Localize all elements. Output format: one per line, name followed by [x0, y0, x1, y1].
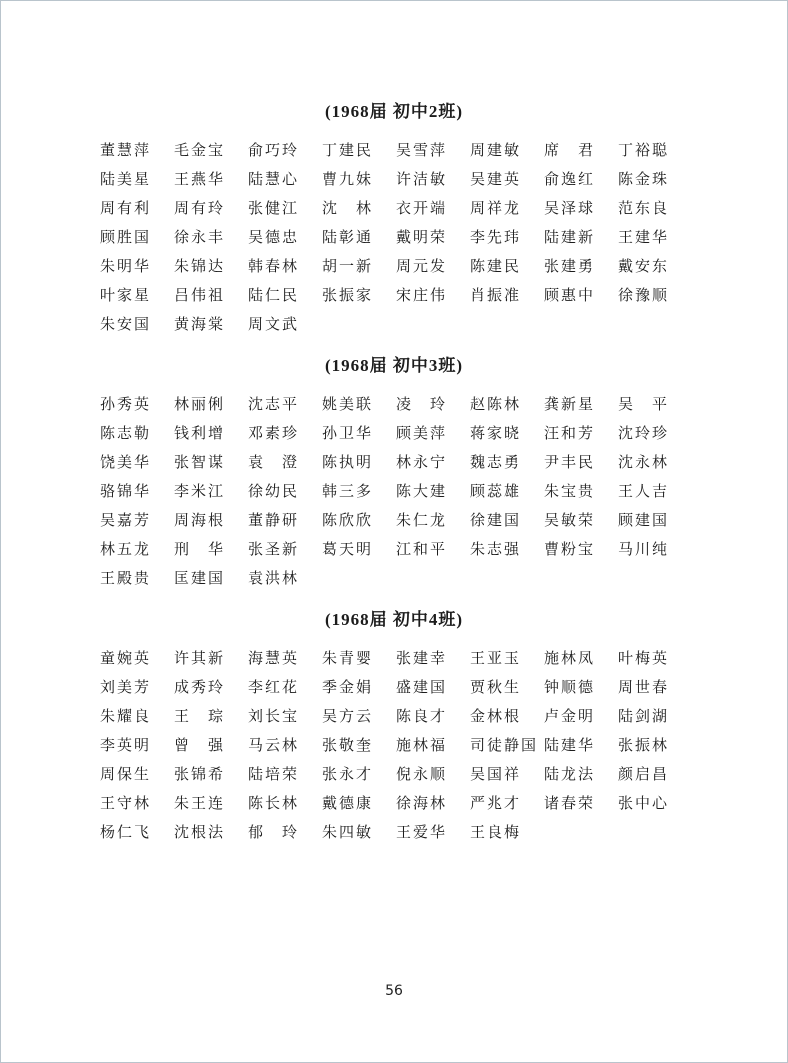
- roster-row: [100, 761, 692, 790]
- student-name: 林五龙: [100, 542, 152, 558]
- student-name: 陈建民: [470, 259, 522, 275]
- student-name: 戴明荣: [396, 230, 448, 246]
- student-name: 陈金珠: [618, 172, 670, 188]
- student-name: 徐幼民: [248, 484, 300, 500]
- student-name: 贾秋生: [470, 680, 522, 696]
- student-name: 陈执明: [322, 455, 374, 471]
- student-name: 董慧萍: [100, 143, 152, 159]
- student-name: 汪和芳: [544, 426, 596, 442]
- student-name: 施林福: [396, 738, 448, 754]
- student-name: 陈大建: [396, 484, 448, 500]
- student-name: 周文武: [248, 317, 300, 333]
- roster-rows: [100, 645, 692, 848]
- student-name: 周有利: [100, 201, 152, 217]
- student-name: 周海根: [174, 513, 226, 529]
- student-name: 张永才: [322, 767, 374, 783]
- student-name: 盛建国: [396, 680, 448, 696]
- student-name: 朱宝贵: [544, 484, 596, 500]
- student-name: 叶家星: [100, 288, 152, 304]
- student-name: 赵陈林: [470, 397, 522, 413]
- student-name: 金林根: [470, 709, 522, 725]
- student-name: 毛金宝: [174, 143, 226, 159]
- student-name: 张中心: [618, 796, 670, 812]
- student-name: 丁裕聪: [618, 143, 670, 159]
- roster-row: [100, 282, 692, 311]
- student-name: 吴雪萍: [396, 143, 448, 159]
- student-name: 朱仁龙: [396, 513, 448, 529]
- student-name: 陆建华: [544, 738, 596, 754]
- class-section: [1, 101, 787, 340]
- student-name: 叶梅英: [618, 651, 670, 667]
- student-name: 胡一新: [322, 259, 374, 275]
- roster-row: [100, 565, 692, 594]
- student-name: 李英明: [100, 738, 152, 754]
- student-name: 许洁敏: [396, 172, 448, 188]
- student-name: 林丽俐: [174, 397, 226, 413]
- student-name: 刑 华: [174, 542, 226, 558]
- student-name: 葛天明: [322, 542, 374, 558]
- student-name: 朱四敏: [322, 825, 374, 841]
- student-name: 朱安国: [100, 317, 152, 333]
- student-name: 徐海林: [396, 796, 448, 812]
- student-name: 周元发: [396, 259, 448, 275]
- student-name: 陆龙法: [544, 767, 596, 783]
- section-title: (1968届 初中3班): [324, 356, 464, 375]
- student-name: 颜启昌: [618, 767, 670, 783]
- student-name: 孙卫华: [322, 426, 374, 442]
- student-name: 周世春: [618, 680, 670, 696]
- student-name: 朱锦达: [174, 259, 226, 275]
- student-name: 董静研: [248, 513, 300, 529]
- roster-row: [100, 166, 692, 195]
- student-name: 龚新星: [544, 397, 596, 413]
- student-name: 吕伟祖: [174, 288, 226, 304]
- student-name: 朱明华: [100, 259, 152, 275]
- roster-content: [1, 1, 787, 848]
- student-name: 魏志勇: [470, 455, 522, 471]
- student-name: 张建勇: [544, 259, 596, 275]
- student-name: 吴国祥: [470, 767, 522, 783]
- section-title: (1968届 初中2班): [324, 102, 464, 121]
- student-name: 王人吉: [618, 484, 670, 500]
- student-name: 周建敏: [470, 143, 522, 159]
- student-name: 陈良才: [396, 709, 448, 725]
- roster-row: [100, 311, 692, 340]
- student-name: 徐豫顺: [618, 288, 670, 304]
- student-name: 张敬奎: [322, 738, 374, 754]
- student-name: 姚美联: [322, 397, 374, 413]
- roster-row: [100, 645, 692, 674]
- student-name: 张健江: [248, 201, 300, 217]
- student-name: 徐永丰: [174, 230, 226, 246]
- student-name: 李红花: [248, 680, 300, 696]
- student-name: 王良梅: [470, 825, 522, 841]
- student-name: 吴嘉芳: [100, 513, 152, 529]
- student-name: 袁洪林: [248, 571, 300, 587]
- student-name: 钱利增: [174, 426, 226, 442]
- student-name: 陆仁民: [248, 288, 300, 304]
- student-name: 张智谋: [174, 455, 226, 471]
- student-name: 顾美萍: [396, 426, 448, 442]
- student-name: 邓素珍: [248, 426, 300, 442]
- roster-row: [100, 819, 692, 848]
- student-name: 凌 玲: [396, 397, 448, 413]
- roster-row: [100, 790, 692, 819]
- student-name: 陈志勒: [100, 426, 152, 442]
- student-name: 王爱华: [396, 825, 448, 841]
- student-name: 朱志强: [470, 542, 522, 558]
- student-name: 曹九妹: [322, 172, 374, 188]
- student-name: 李米江: [174, 484, 226, 500]
- student-name: 席 君: [544, 143, 596, 159]
- roster-row: [100, 478, 692, 507]
- student-name: 陈长林: [248, 796, 300, 812]
- student-name: 陈欣欣: [322, 513, 374, 529]
- student-name: 俞巧玲: [248, 143, 300, 159]
- student-name: 张圣新: [248, 542, 300, 558]
- student-name: 张建幸: [396, 651, 448, 667]
- student-name: 朱耀良: [100, 709, 152, 725]
- student-name: 吴 平: [618, 397, 670, 413]
- student-name: 蒋家晓: [470, 426, 522, 442]
- roster-row: [100, 253, 692, 282]
- student-name: 沈根法: [174, 825, 226, 841]
- roster-sections: [1, 101, 787, 848]
- student-name: 沈志平: [248, 397, 300, 413]
- roster-row: [100, 391, 692, 420]
- student-name: 骆锦华: [100, 484, 152, 500]
- student-name: 卢金明: [544, 709, 596, 725]
- student-name: 江和平: [396, 542, 448, 558]
- section-title: (1968届 初中4班): [324, 610, 464, 629]
- student-name: 刘长宝: [248, 709, 300, 725]
- student-name: 倪永顺: [396, 767, 448, 783]
- student-name: 周有玲: [174, 201, 226, 217]
- student-name: 黄海棠: [174, 317, 226, 333]
- student-name: 钟顺德: [544, 680, 596, 696]
- student-name: 顾建国: [618, 513, 670, 529]
- class-section: [1, 355, 787, 594]
- student-name: 王 琮: [174, 709, 226, 725]
- student-name: 戴德康: [322, 796, 374, 812]
- student-name: 匡建国: [174, 571, 226, 587]
- student-name: 尹丰民: [544, 455, 596, 471]
- student-name: 陆慧心: [248, 172, 300, 188]
- student-name: 陆建新: [544, 230, 596, 246]
- student-name: 丁建民: [322, 143, 374, 159]
- student-name: 朱王连: [174, 796, 226, 812]
- student-name: 徐建国: [470, 513, 522, 529]
- student-name: 许其新: [174, 651, 226, 667]
- student-name: 施林凤: [544, 651, 596, 667]
- student-name: 袁 澄: [248, 455, 300, 471]
- student-name: 肖振准: [470, 288, 522, 304]
- page-number: 56: [385, 983, 403, 999]
- student-name: 曹粉宝: [544, 542, 596, 558]
- class-section: [1, 609, 787, 848]
- student-name: 周祥龙: [470, 201, 522, 217]
- student-name: 郁 玲: [248, 825, 300, 841]
- roster-row: [100, 507, 692, 536]
- student-name: 曾 强: [174, 738, 226, 754]
- roster-row: [100, 449, 692, 478]
- student-name: 季金娟: [322, 680, 374, 696]
- roster-row: [100, 536, 692, 565]
- student-name: 马川纯: [618, 542, 670, 558]
- student-name: 周保生: [100, 767, 152, 783]
- student-name: 韩三多: [322, 484, 374, 500]
- student-name: 俞逸红: [544, 172, 596, 188]
- student-name: 韩春林: [248, 259, 300, 275]
- student-name: 范东良: [618, 201, 670, 217]
- student-name: 张锦希: [174, 767, 226, 783]
- student-name: 李先玮: [470, 230, 522, 246]
- student-name: 顾胜国: [100, 230, 152, 246]
- student-name: 戴安东: [618, 259, 670, 275]
- student-name: 顾蕊雄: [470, 484, 522, 500]
- student-name: 衣开端: [396, 201, 448, 217]
- student-name: 刘美芳: [100, 680, 152, 696]
- roster-rows: [100, 391, 692, 594]
- student-name: 张振林: [618, 738, 670, 754]
- student-name: 沈 林: [322, 201, 374, 217]
- roster-row: [100, 732, 692, 761]
- roster-rows: [100, 137, 692, 340]
- student-name: 沈永林: [618, 455, 670, 471]
- student-name: 张振家: [322, 288, 374, 304]
- student-name: 吴敏荣: [544, 513, 596, 529]
- roster-row: [100, 703, 692, 732]
- student-name: 吴泽球: [544, 201, 596, 217]
- student-name: 陆剑湖: [618, 709, 670, 725]
- student-name: 王殿贵: [100, 571, 152, 587]
- student-name: 吴德忠: [248, 230, 300, 246]
- student-name: 马云林: [248, 738, 300, 754]
- student-name: 吴建英: [470, 172, 522, 188]
- student-name: 朱青婴: [322, 651, 374, 667]
- student-name: 严兆才: [470, 796, 522, 812]
- student-name: 杨仁飞: [100, 825, 152, 841]
- student-name: 陆培荣: [248, 767, 300, 783]
- student-name: 陆美星: [100, 172, 152, 188]
- roster-row: [100, 420, 692, 449]
- student-name: 诸春荣: [544, 796, 596, 812]
- student-name: 童婉英: [100, 651, 152, 667]
- student-name: 孙秀英: [100, 397, 152, 413]
- student-name: 王守林: [100, 796, 152, 812]
- student-name: 沈玲珍: [618, 426, 670, 442]
- student-name: 陆彰通: [322, 230, 374, 246]
- student-name: 王亚玉: [470, 651, 522, 667]
- student-name: 司徒静国: [470, 738, 539, 754]
- roster-row: [100, 137, 692, 166]
- roster-row: [100, 224, 692, 253]
- student-name: 林永宁: [396, 455, 448, 471]
- student-name: 王燕华: [174, 172, 226, 188]
- student-name: 饶美华: [100, 455, 152, 471]
- student-name: 宋庄伟: [396, 288, 448, 304]
- roster-row: [100, 195, 692, 224]
- roster-row: [100, 674, 692, 703]
- student-name: 王建华: [618, 230, 670, 246]
- student-name: 吴方云: [322, 709, 374, 725]
- student-name: 海慧英: [248, 651, 300, 667]
- student-name: 顾惠中: [544, 288, 596, 304]
- student-name: 成秀玲: [174, 680, 226, 696]
